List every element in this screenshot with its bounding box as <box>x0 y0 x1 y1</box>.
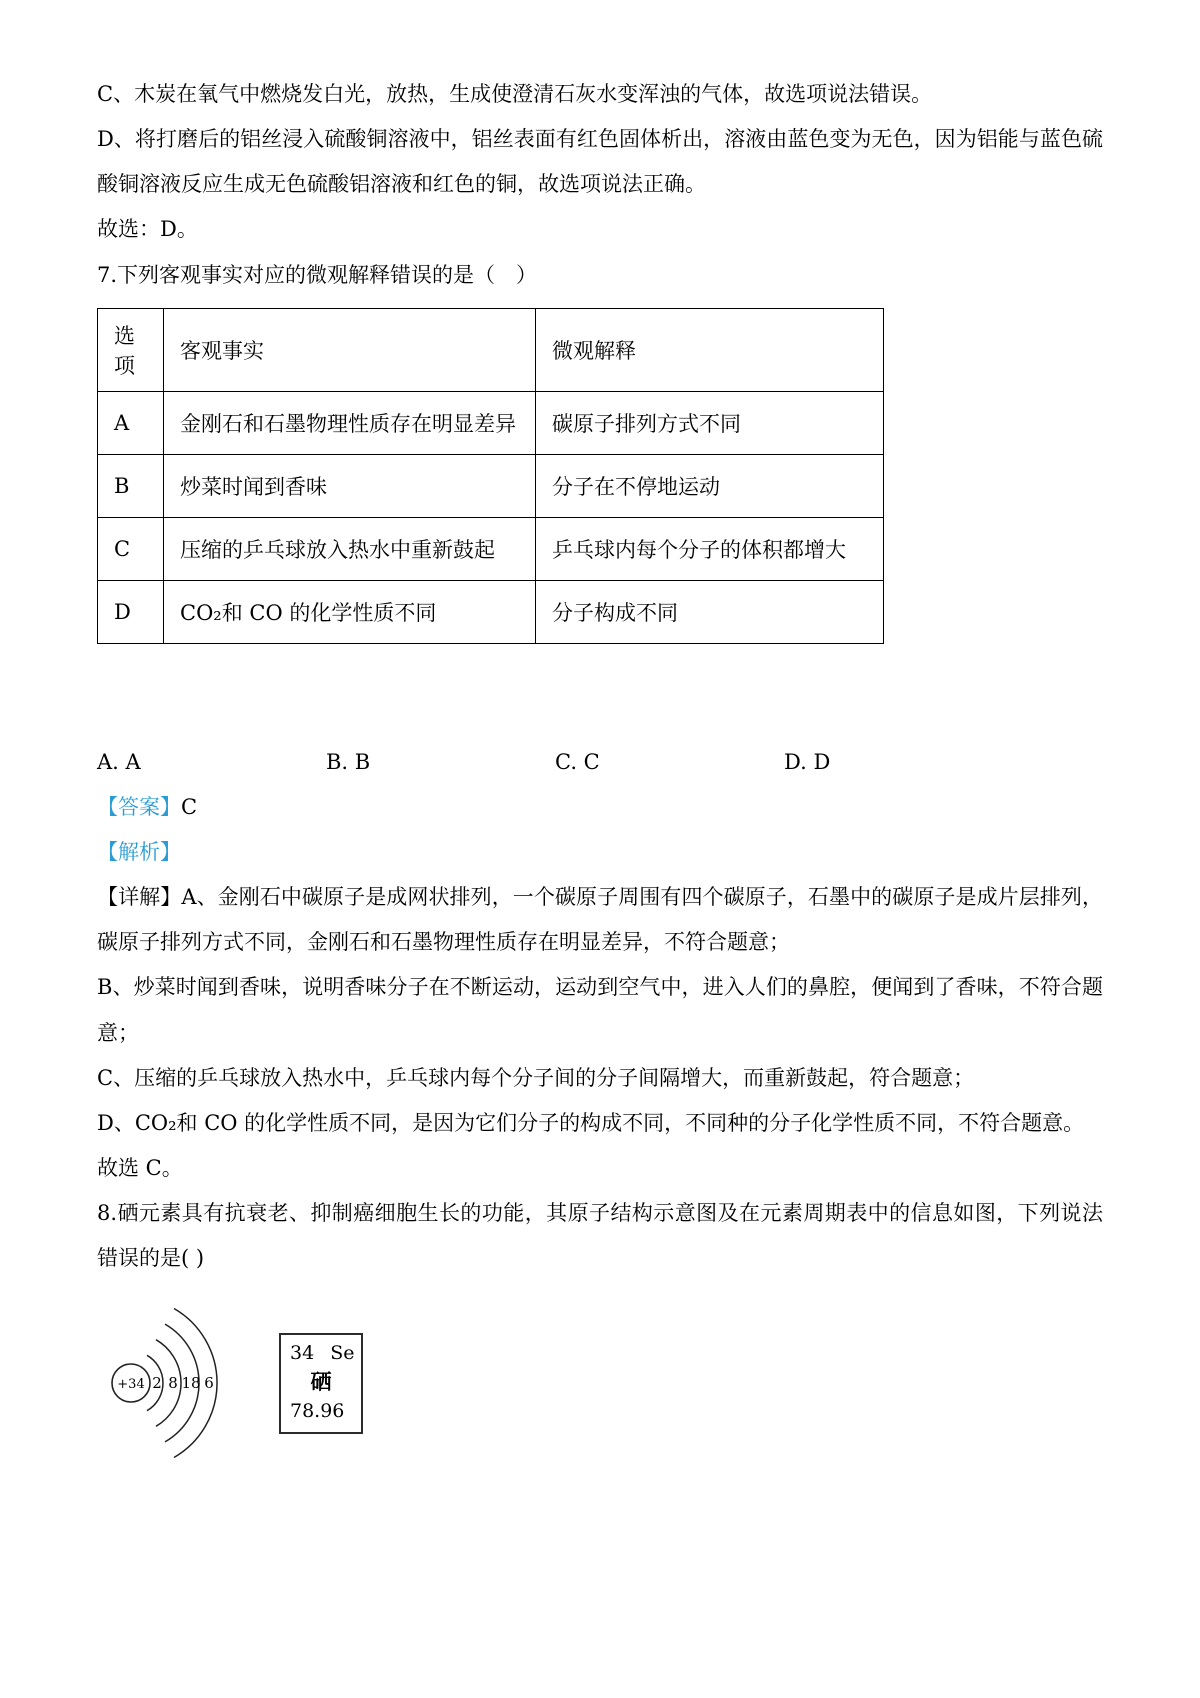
table-row-a <box>98 391 884 454</box>
shell-electron-count: 6 <box>204 1374 214 1393</box>
answer-line-d: D、将打磨后的铝丝浸入硫酸铜溶液中，铝丝表面有红色固体析出，溶液由蓝色变为无色，因为铝能与蓝色硫酸铜溶液反应生成无色硫酸铝溶液和红色的铜，故选项说法正确。 <box>97 127 1103 197</box>
shell-electron-count: 8 <box>168 1374 178 1393</box>
detail-paragraph-d: D、CO₂和 CO 的化学性质不同，是因为它们分子的构成不同，不同种的分子化学性质不同，不符合题意。 <box>97 1110 1085 1135</box>
atomic-structure-icon <box>97 1307 249 1459</box>
table-row-c <box>98 517 884 580</box>
table-cell: A <box>98 391 164 454</box>
shell-electron-count: 2 <box>152 1374 162 1393</box>
detail-conclusion: 故选 C。 <box>97 1155 183 1180</box>
element-atomic-number: 34 <box>290 1341 315 1364</box>
nucleus-charge: +34 <box>117 1377 145 1393</box>
table-cell: 分子构成不同 <box>536 580 884 643</box>
answer-conclusion: 故选：D。 <box>97 217 198 242</box>
analysis-line <box>97 830 1103 875</box>
table-header-row <box>98 308 884 391</box>
table-cell: B <box>98 454 164 517</box>
table-header-fact: 客观事实 <box>164 308 536 391</box>
analysis-label: 【解析】 <box>97 839 181 864</box>
option-a: A. A <box>97 749 141 774</box>
table-header-micro: 微观解释 <box>536 308 884 391</box>
q7-fact-table <box>97 308 884 644</box>
table-cell: 碳原子排列方式不同 <box>536 391 884 454</box>
q7-options-row <box>97 740 1103 785</box>
element-atomic-mass: 78.96 <box>290 1399 345 1422</box>
option-b: B. B <box>326 749 371 774</box>
element-top-row <box>290 1340 355 1368</box>
table-header-option: 选项 <box>98 308 164 391</box>
table-row-d <box>98 580 884 643</box>
q8-diagram <box>97 1307 1103 1459</box>
answer-label: 【答案】 <box>97 794 181 819</box>
table-row-b <box>98 454 884 517</box>
element-name: 硒 <box>310 1370 332 1395</box>
answer-line-c: C、木炭在氧气中燃烧发白光，放热，生成使澄清石灰水变浑浊的气体，故选项说法错误。 <box>97 82 933 106</box>
periodic-table-cell <box>279 1333 363 1435</box>
answer-value: C <box>181 794 198 819</box>
table-cell: 压缩的乒乓球放入热水中重新鼓起 <box>164 517 536 580</box>
question-8-stem: 8.硒元素具有抗衰老、抑制癌细胞生长的功能，其原子结构示意图及在元素周期表中的信息如图，下列说法错误的是( ) <box>97 1201 1103 1271</box>
option-c: C. C <box>555 749 600 774</box>
answer-line <box>97 785 1103 830</box>
shell-electron-count: 18 <box>181 1374 201 1393</box>
table-cell: 金刚石和石墨物理性质存在明显差异 <box>164 391 536 454</box>
table-cell: 分子在不停地运动 <box>536 454 884 517</box>
question-7-stem: 7.下列客观事实对应的微观解释错误的是（ ） <box>97 262 538 287</box>
table-cell: 炒菜时闻到香味 <box>164 454 536 517</box>
element-symbol: Se <box>330 1341 355 1364</box>
table-cell: CO₂和 CO 的化学性质不同 <box>164 580 536 643</box>
table-cell: 乒乓球内每个分子的体积都增大 <box>536 517 884 580</box>
option-d: D. D <box>784 749 831 774</box>
detail-paragraph-a: 【详解】A、金刚石中碳原子是成网状排列，一个碳原子周围有四个碳原子，石墨中的碳原子是成片层排列，碳原子排列方式不同，金刚石和石墨物理性质存在明显差异，不符合题意； <box>97 885 1103 955</box>
table-cell: C <box>98 517 164 580</box>
table-cell: D <box>98 580 164 643</box>
detail-paragraph-c: C、压缩的乒乓球放入热水中，乒乓球内每个分子间的分子间隔增大，而重新鼓起，符合题意； <box>97 1065 975 1090</box>
detail-paragraph-b: B、炒菜时闻到香味，说明香味分子在不断运动，运动到空气中，进入人们的鼻腔，便闻到了香味，不符合题意； <box>97 975 1103 1045</box>
